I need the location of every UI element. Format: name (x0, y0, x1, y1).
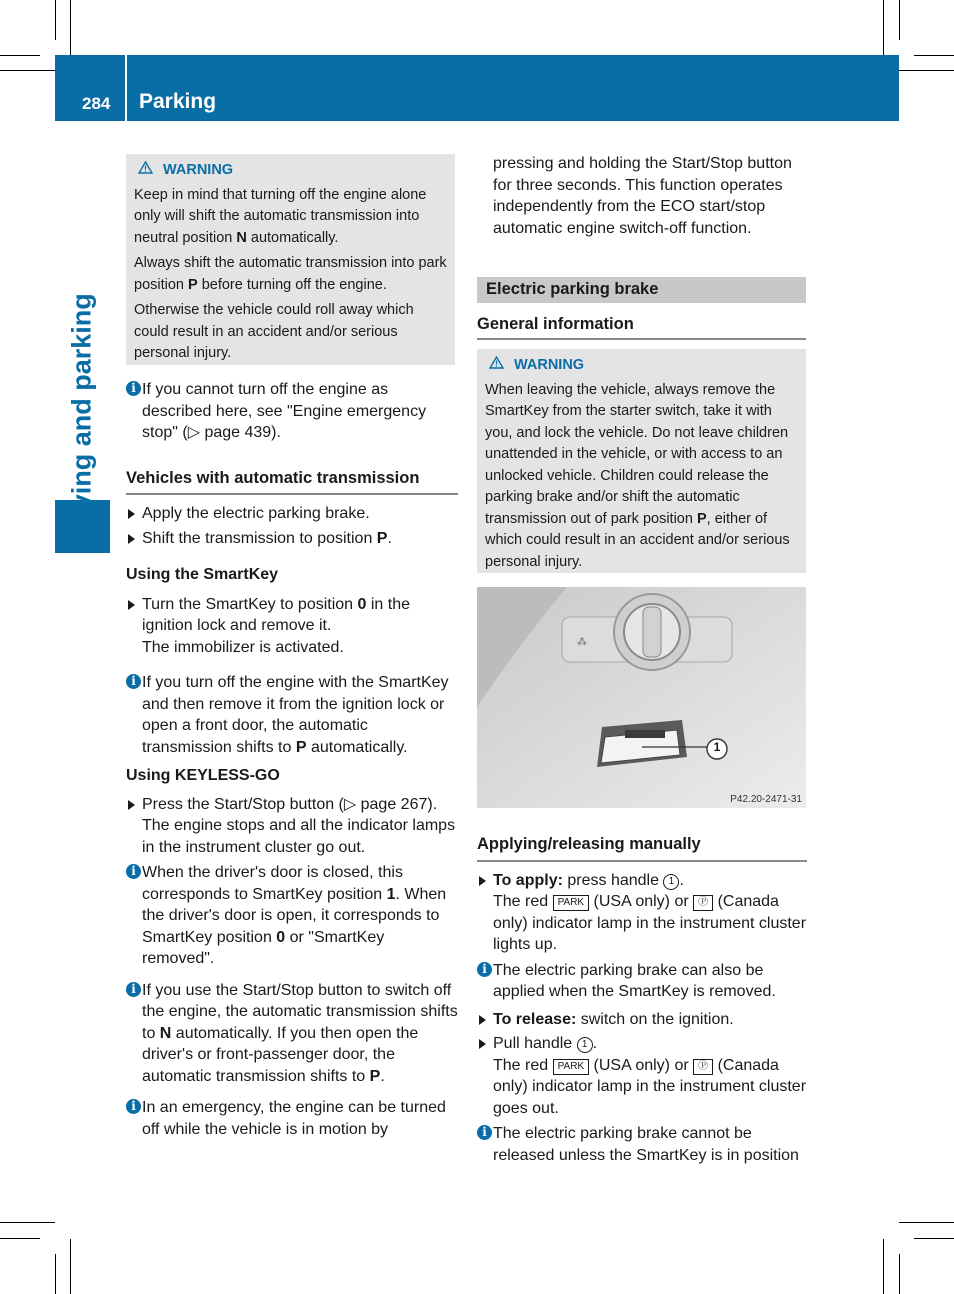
text: The red (493, 893, 553, 910)
info-note (477, 1123, 807, 1166)
minor-heading: Using the SmartKey (126, 566, 279, 583)
info-text: If you turn off the engine with the SmartKey and then remove it from the ignition lock or open a front door, the automatic transmission shifts to (142, 674, 449, 756)
crop-mark (883, 0, 884, 55)
crop-mark (55, 1254, 56, 1294)
page-number: 284 (82, 94, 111, 113)
crop-mark (0, 1222, 55, 1223)
text: The red (493, 1056, 553, 1074)
crop-mark (899, 1222, 954, 1223)
side-tab-label: Driving and parking (66, 293, 97, 547)
text: Turn the SmartKey to position (142, 595, 358, 613)
subheading: General information (477, 315, 806, 340)
info-icon: i (126, 982, 141, 997)
continued-text: pressing and holding the Start/Stop button for three seconds. This function operates independently from the ECO start/stop automatic engine switch-off function. (493, 155, 792, 237)
info-icon: i (477, 962, 492, 977)
bullet-step (477, 1033, 807, 1055)
bullet-step: Apply the electric parking brake. (126, 503, 458, 525)
header-divider (125, 55, 127, 121)
section-band: Electric parking brake (477, 277, 806, 303)
text: . When the driver's door is open, it corresponds to SmartKey position (142, 885, 447, 946)
text: (USA only) or (589, 1056, 694, 1074)
text: . (387, 529, 392, 547)
info-note (126, 862, 458, 970)
text: before turning off the engine. (197, 276, 387, 293)
info-text: The electric parking brake cannot be released unless the SmartKey is in position (493, 1125, 799, 1164)
text: Keep in mind that turning off the engine alone only will shift the automatic transmission into neutral position (134, 186, 427, 246)
bold-text: To release: (493, 1010, 577, 1028)
bold-text: 0 (276, 928, 286, 946)
info-text: The electric parking brake can also be applied when the SmartKey is removed. (493, 961, 776, 1000)
info-note (126, 672, 458, 758)
bold-text: P (369, 1067, 381, 1085)
info-icon: i (126, 864, 141, 879)
subheading: Vehicles with automatic transmission (126, 468, 458, 496)
info-icon: i (126, 381, 141, 396)
step-result: The engine stops and all the indicator lamps in the instrument cluster go out. (142, 817, 456, 856)
info-note (126, 1097, 458, 1140)
step-result (477, 1055, 807, 1120)
circled-number: 1 (663, 874, 679, 890)
subheading: Applying/releasing manually (477, 834, 807, 862)
crop-mark (914, 1238, 954, 1239)
step-result (477, 891, 807, 956)
text: , either of which could result in an accident and/or serious personal injury. (485, 510, 790, 570)
warning-paragraph (134, 253, 447, 296)
bullet-step (477, 870, 807, 892)
text: . (592, 1035, 598, 1052)
info-icon: i (477, 1125, 492, 1140)
text: Pull handle (493, 1035, 577, 1052)
canada-park-indicator-icon: Ⓟ (693, 1059, 713, 1075)
text: or "SmartKey removed". (142, 928, 385, 967)
left-column (126, 379, 458, 1140)
warning-box (477, 349, 806, 573)
info-text: When the driver's door is closed, this corresponds to SmartKey position (142, 864, 403, 903)
warning-heading (134, 160, 447, 182)
warning-paragraph (485, 380, 798, 574)
bold-text: P (696, 510, 707, 527)
right-column-bottom (477, 834, 807, 1166)
info-note (477, 960, 807, 1003)
info-icon: i (126, 1099, 141, 1114)
bold-text: P (295, 738, 307, 756)
figure-caption: P42.20-2471-31 (730, 794, 802, 805)
bullet-step (477, 1009, 807, 1031)
crop-mark (70, 0, 71, 55)
bullet-step (126, 594, 458, 637)
info-note (126, 379, 458, 444)
crop-mark (55, 0, 56, 40)
text: . (380, 1067, 385, 1085)
text: in the ignition lock and remove it. (142, 595, 411, 634)
text: Always shift the automatic transmission into park position (134, 255, 447, 293)
text: automatically. (306, 738, 408, 756)
crop-mark (883, 1239, 884, 1294)
bold-text: 1 (386, 885, 396, 903)
right-column-top (493, 153, 811, 239)
parking-brake-figure (477, 587, 806, 808)
info-note (126, 980, 458, 1088)
text: . (679, 871, 684, 889)
crop-mark (0, 70, 55, 71)
circled-number: 1 (577, 1037, 593, 1053)
warning-paragraph: Otherwise the vehicle could roll away which could result in an accident and/or serious personal injury. (134, 302, 414, 361)
warning-box (126, 154, 455, 365)
text: switch on the ignition. (576, 1010, 734, 1028)
section-title: Parking (139, 90, 217, 113)
bullet-step (126, 528, 458, 550)
warning-heading (485, 355, 798, 377)
info-text: In an emergency, the engine can be turned off while the vehicle is in motion by (142, 1099, 446, 1138)
bold-text: P (376, 529, 388, 547)
crop-mark (0, 55, 40, 56)
text: Shift the transmission to position (142, 529, 377, 547)
canada-park-indicator-icon: Ⓟ (693, 895, 713, 911)
bold-text: N (159, 1024, 172, 1042)
crop-mark (899, 0, 900, 40)
text: When leaving the vehicle, always remove the SmartKey from the starter switch, take it with you, and lock the vehicle. Do not leave children unattended in the vehicle, or with access to an unlocked vehicle. Children could release the parking brake and/or shift the automatic transmission out of park position (485, 381, 789, 527)
step-result: The immobilizer is activated. (142, 638, 344, 656)
info-text: If you use the Start/Stop button to switch off the engine, the automatic transmission shifts to (142, 981, 458, 1042)
bold-text: N (236, 229, 247, 246)
text: press handle (562, 871, 664, 889)
info-icon: i (126, 674, 141, 689)
bold-text: To apply: (493, 871, 563, 889)
warning-triangle-icon (489, 355, 504, 377)
warning-triangle-icon (138, 160, 153, 182)
crop-mark (914, 55, 954, 56)
svg-text:⁂: ⁂ (577, 637, 587, 648)
info-text: If you cannot turn off the engine as described here, see "Engine emergency stop" (▷ page 439). (142, 381, 427, 441)
bold-text: P (188, 276, 198, 293)
warning-heading-text: WARNING (514, 357, 585, 373)
warning-paragraph (134, 185, 447, 250)
warning-heading-text: WARNING (163, 162, 234, 178)
minor-heading: Using KEYLESS-GO (126, 767, 280, 784)
text: (Canada only) indicator lamp in the instrument cluster goes out. (493, 1056, 807, 1117)
crop-mark (899, 1254, 900, 1294)
park-indicator-icon: PARK (553, 895, 590, 911)
park-indicator-icon: PARK (553, 1059, 590, 1075)
crop-mark (0, 1238, 40, 1239)
bold-text: 0 (357, 595, 367, 613)
text: automatically. (246, 229, 339, 246)
text: (Canada only) indicator lamp in the instrument cluster lights up. (493, 893, 807, 953)
figure-callout: 1 (713, 740, 721, 754)
bullet-step: Press the Start/Stop button (▷ page 267). (126, 794, 458, 816)
text: automatically. If you then open the driver's or front-passenger door, the automatic transmission shifts to (142, 1024, 419, 1085)
crop-mark (70, 1239, 71, 1294)
dashboard-illustration (477, 587, 806, 808)
text: (USA only) or (589, 893, 694, 910)
crop-mark (899, 70, 954, 71)
